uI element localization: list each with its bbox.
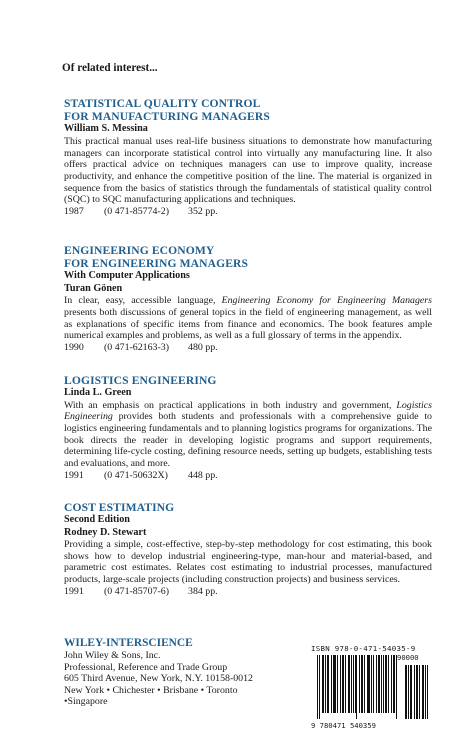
book-isbn: (0 471-85707-6) [104,585,169,597]
book-meta [64,586,432,598]
barcode-bar [393,655,394,713]
barcode-bar [337,655,338,713]
barcode-digits: 9 780471 540359 [311,721,376,730]
barcode-bar [394,655,395,713]
barcode-addon-bar [405,665,406,719]
book-year: 1991 [64,585,84,597]
barcode-bar [335,655,336,713]
barcode-bar [356,655,357,719]
barcode [311,653,431,733]
book-title: FOR MANUFACTURING MANAGERS [64,110,270,124]
barcode-addon-bar [408,665,409,719]
book-entry [64,244,432,354]
book-author: Rodney D. Stewart [64,526,147,538]
barcode-bar [355,655,356,713]
barcode-bar [340,655,341,713]
barcode-bar [353,655,354,713]
barcode-bar [369,655,370,713]
barcode-addon-bar [427,665,428,719]
barcode-addon-bar [411,665,412,719]
barcode-bar [376,655,377,713]
barcode-bar [359,655,360,713]
book-description: Providing a simple, cost-effective, step-by-step methodology for cost estimating, this book shows how to develop industrial engineering-type, man-hour and material-based, and parametric cost estimates. Relates cost estimating to industrial processes, manufactured products, large-scale projects (including construction projects) and business services. [64,539,432,586]
barcode-addon-bar [416,665,417,719]
barcode-bar [348,655,349,713]
barcode-bar [388,655,389,713]
barcode-bar [361,655,362,713]
book-meta [64,206,432,218]
publisher-block [64,637,284,708]
barcode-bar [333,655,334,713]
book-isbn: (0 471-50632X) [104,469,168,481]
barcode-block [311,644,431,733]
book-subtitle: Second Edition [64,514,130,526]
book-title: COST ESTIMATING [64,501,175,514]
book-isbn: (0 471-62163-3) [104,342,169,354]
related-interest-heading: Of related interest... [62,62,158,74]
book-author: Turan Gönen [64,282,123,294]
barcode-bar [386,655,387,713]
book-entry [64,374,432,482]
barcode-bar [327,655,328,713]
barcode-bar [331,655,332,713]
book-title: STATISTICAL QUALITY CONTROL [64,97,261,110]
barcode-addon-bar [419,665,420,719]
book-description: This practical manual uses real-life business situations to demonstrate how manufacturing managers can incorporate statistical control into virtually any manufacturing line. It also offers practical advice on techniques managers can use to improve quality, increase productivity, and enhance the competitive position of the line. The material is organized in sequence from the basics of statistics through the fundamentals of statistical quality control (SQC) to SQC manufacturing applications and techniques. [64,135,432,206]
book-pages: 384 pp. [188,585,218,597]
publisher-line: •Singapore [64,696,108,708]
barcode-bars [317,655,431,721]
barcode-bar [328,655,329,713]
publisher-line: 605 Third Avenue, New York, N.Y. 10158-0012 [64,673,253,685]
book-year: 1991 [64,469,84,481]
barcode-addon-bar [422,665,423,719]
book-meta [64,342,432,354]
publisher-name: WILEY-INTERSCIENCE [64,637,193,649]
book-title: ENGINEERING ECONOMY [64,244,215,257]
book-entry [64,97,432,218]
barcode-bar [396,655,397,719]
barcode-bar [343,655,344,713]
barcode-bar [364,655,365,713]
barcode-bar [349,655,350,713]
barcode-bar [342,655,343,713]
book-title: LOGISTICS ENGINEERING [64,374,217,387]
book-pages: 448 pp. [188,469,218,481]
barcode-addon-bar [423,665,424,719]
book-isbn: (0 471-85774-2) [104,206,169,218]
barcode-bar [317,655,318,719]
book-meta [64,470,432,482]
barcode-bar [371,655,372,713]
barcode-bar [373,655,374,713]
barcode-addon-bar [406,665,407,719]
isbn-label: ISBN 978-0-471-54035-9 [311,644,416,653]
barcode-addon-bar [414,665,415,719]
barcode-bar [351,655,352,713]
barcode-addon-bar [417,665,418,719]
barcode-addon: 90000 [397,653,419,662]
book-title: FOR ENGINEERING MANAGERS [64,257,249,271]
barcode-bar [383,655,384,713]
book-author: Linda L. Green [64,387,132,399]
barcode-bar [323,655,324,713]
barcode-addon-bar [410,665,411,719]
barcode-bar [379,655,380,713]
barcode-addon-bar [425,665,426,719]
barcode-bar [322,655,323,713]
barcode-bar [368,655,369,713]
publisher-line: Professional, Reference and Trade Group [64,661,228,673]
book-year: 1987 [64,206,84,218]
book-description: With an emphasis on practical applications in both industry and government, Logistics Engineering provides both students and professionals with a comprehensive guide to logistics engineering fundamentals and to planning logistics programs for organizations. The book directs the reader in developing logistic programs and support requirements, determining life-cycle costing, defining resource needs, setting up budgets, establishing tests and evaluations, and more. [64,399,432,470]
barcode-bar [345,655,346,713]
publisher-line: New York • Chichester • Brisbane • Toronto [64,684,238,696]
book-pages: 480 pp. [188,342,218,354]
book-author: William S. Messina [64,123,148,135]
barcode-bar [334,655,335,713]
barcode-bar [367,655,368,713]
barcode-bar [385,655,386,713]
book-year: 1990 [64,342,84,354]
book-description: In clear, easy, accessible language, Engineering Economy for Engineering Managers presents both discussions of general topics in the field of engineering management, as well as explanations of specific items from finance and economics. The book features ample numerical examples and problems, as well as a full glossary of terms in the appendix. [64,295,432,342]
barcode-bar [325,655,326,713]
book-entry [64,501,432,598]
barcode-bar [391,655,392,713]
book-pages: 352 pp. [188,206,218,218]
barcode-bar [362,655,363,713]
publisher-line: John Wiley & Sons, Inc. [64,650,161,661]
barcode-bar [378,655,379,713]
barcode-bar [319,655,320,719]
book-subtitle: With Computer Applications [64,270,190,282]
barcode-bar [381,655,382,713]
